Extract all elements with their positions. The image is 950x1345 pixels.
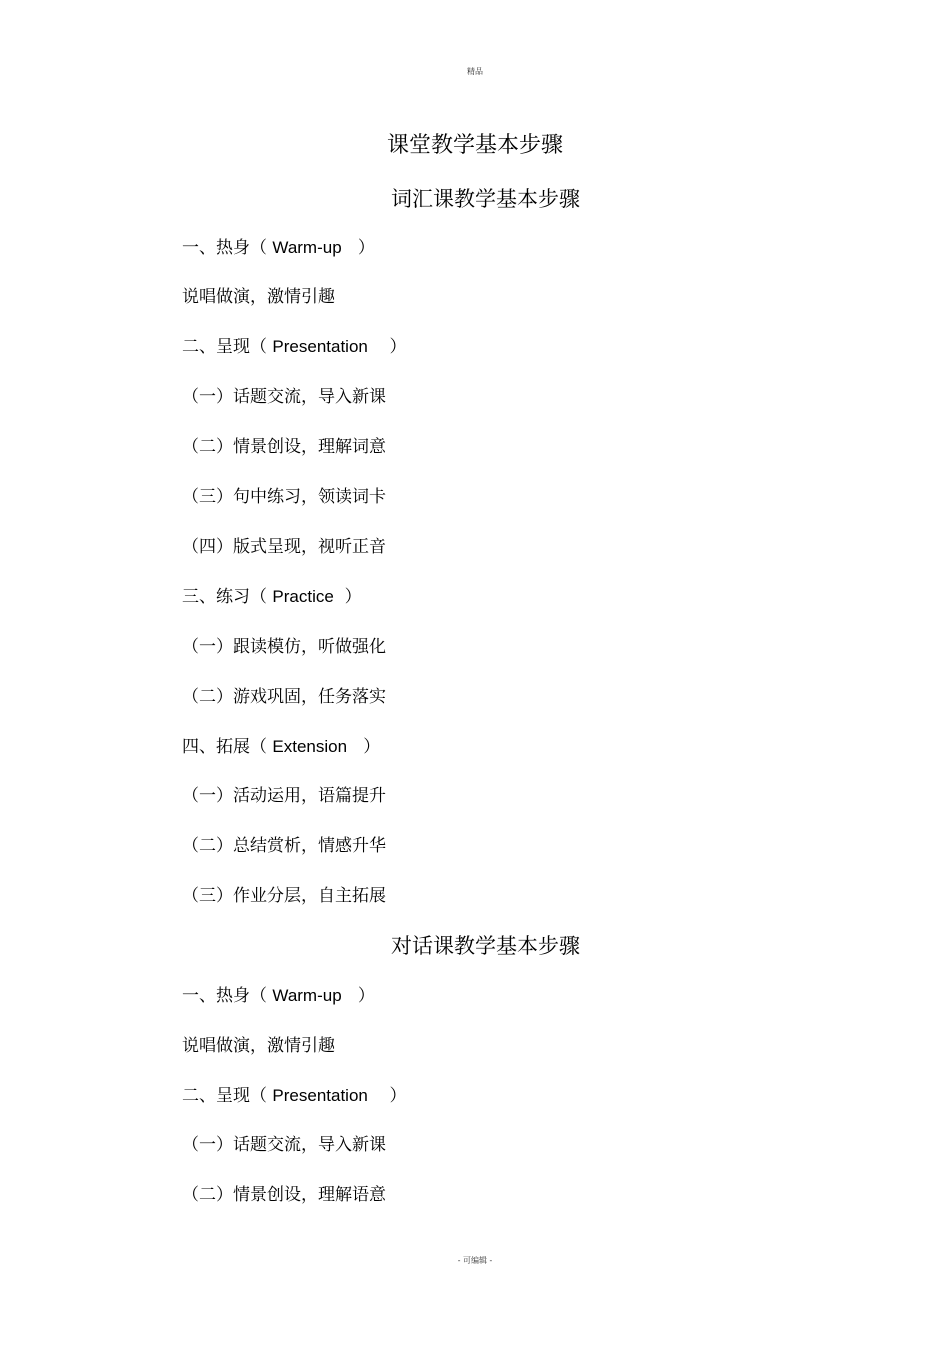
dialog-step-2: [182, 1081, 406, 1106]
vocab-step-3-item: （一）跟读模仿，听做强化: [182, 637, 386, 657]
dialog-step-2-item: （二）情景创设，理解语意: [182, 1185, 386, 1205]
vocab-step-2-item: （四）版式呈现，视听正音: [182, 537, 386, 557]
step-english: Warm-up: [272, 238, 342, 257]
dialog-step-2-item: （一）话题交流，导入新课: [182, 1135, 386, 1155]
step-english: Warm-up: [272, 986, 342, 1005]
vocab-step-4-item: （二）总结赏析，情感升华: [182, 836, 386, 856]
vocab-step-2-item: （二）情景创设，理解词意: [182, 437, 386, 457]
dialog-section-title: 对话课教学基本步骤: [391, 934, 580, 958]
vocab-step-4-item: （三）作业分层，自主拓展: [182, 886, 386, 906]
dialog-step-1: [182, 981, 375, 1006]
step-label: 二、呈现（: [182, 1086, 267, 1106]
vocab-step-1: [182, 233, 375, 258]
vocab-step-1-desc: 说唱做演，激情引趣: [182, 287, 335, 307]
step-close: ）: [357, 238, 375, 258]
step-close: ）: [389, 337, 407, 357]
step-label: 一、热身（: [182, 238, 267, 258]
step-label: 一、热身（: [182, 986, 267, 1006]
page-header: 精品: [467, 67, 483, 76]
step-english: Practice: [272, 587, 334, 606]
vocab-step-4-item: （一）活动运用，语篇提升: [182, 786, 386, 806]
dialog-step-1-desc: 说唱做演，激情引趣: [182, 1036, 335, 1056]
step-close: ）: [344, 587, 362, 607]
step-close: ）: [363, 737, 381, 757]
step-english: Presentation: [272, 337, 368, 356]
main-title: 课堂教学基本步骤: [386, 133, 563, 158]
step-close: ）: [357, 986, 375, 1006]
step-english: Presentation: [272, 1086, 368, 1105]
page-footer: - 可编辑 -: [457, 1256, 493, 1265]
vocab-step-3: [182, 582, 362, 607]
vocab-section-title: 词汇课教学基本步骤: [391, 187, 580, 211]
step-label: 二、呈现（: [182, 337, 267, 357]
vocab-step-3-item: （二）游戏巩固，任务落实: [182, 687, 386, 707]
step-label: 四、拓展（: [182, 737, 267, 757]
step-close: ）: [389, 1086, 407, 1106]
vocab-step-2-item: （一）话题交流，导入新课: [182, 387, 386, 407]
vocab-step-4: [182, 732, 380, 757]
vocab-step-2: [182, 332, 406, 357]
step-english: Extension: [272, 737, 348, 756]
step-label: 三、练习（: [182, 587, 267, 607]
vocab-step-2-item: （三）句中练习，领读词卡: [182, 487, 386, 507]
